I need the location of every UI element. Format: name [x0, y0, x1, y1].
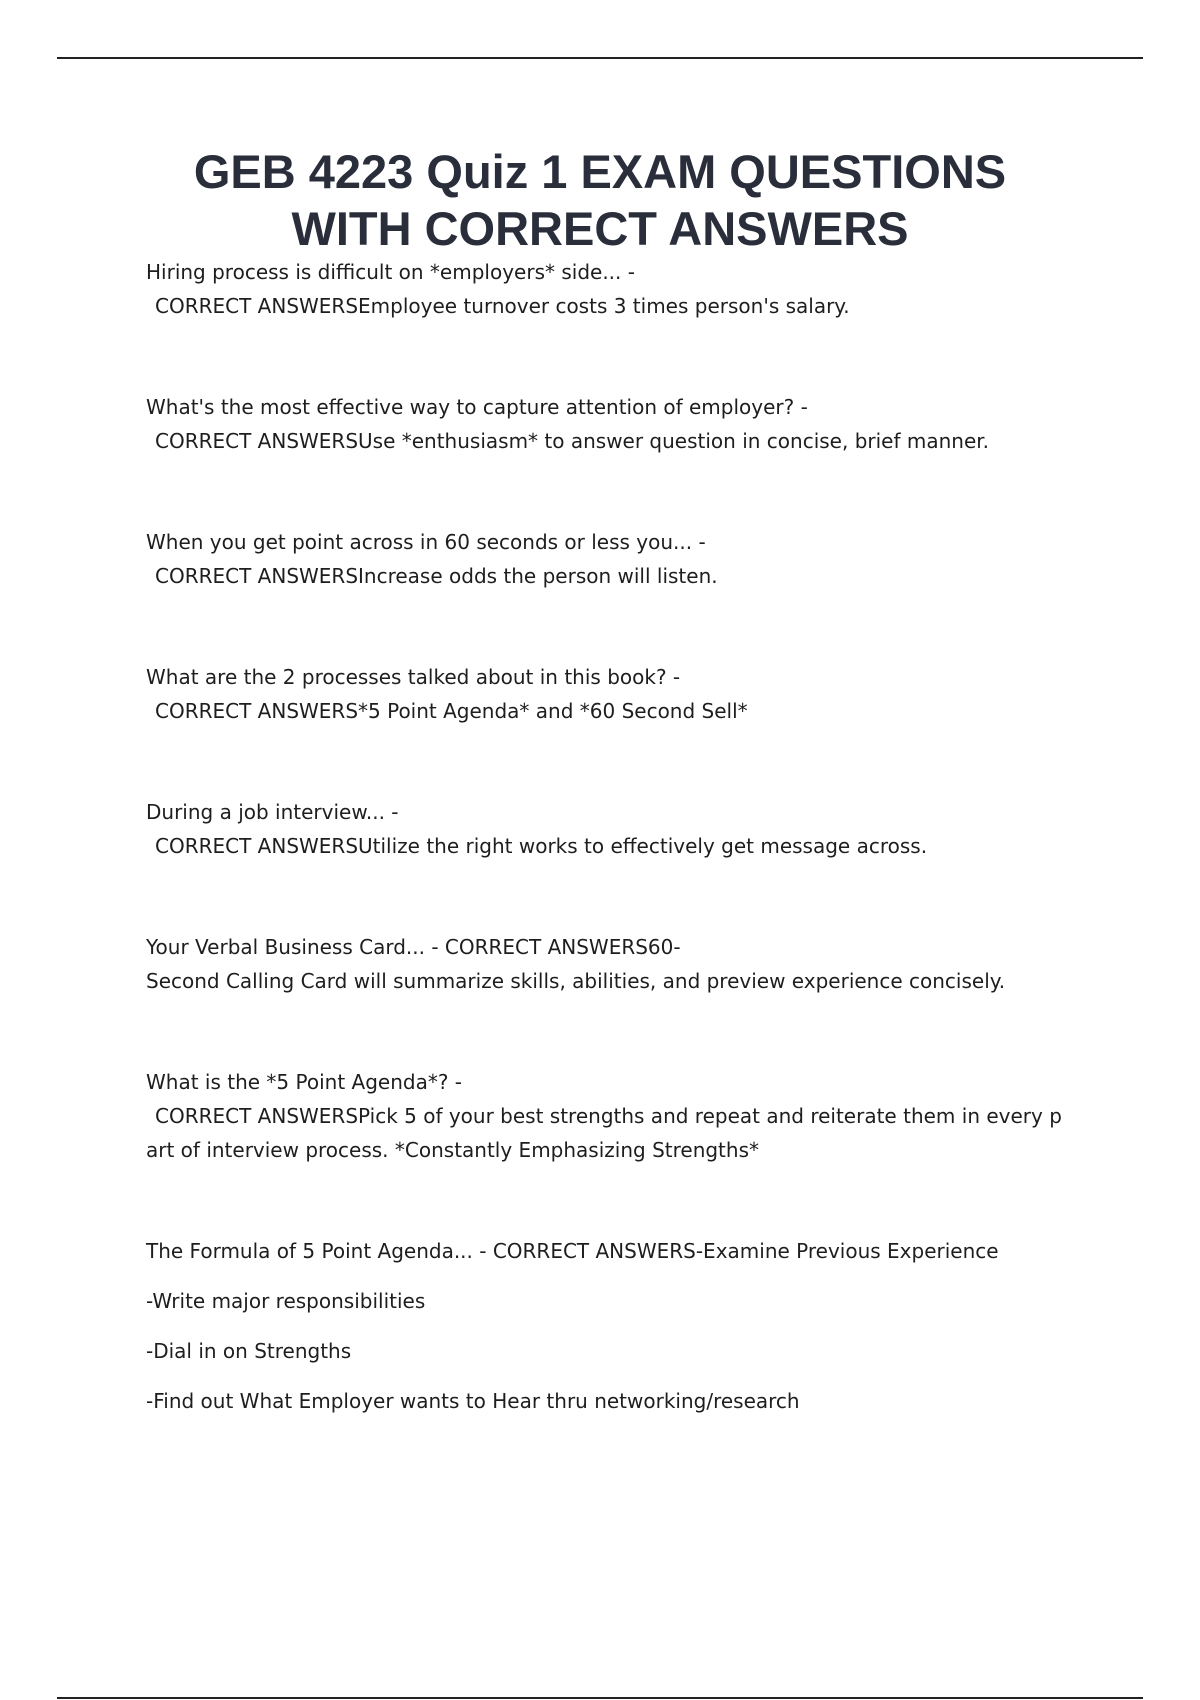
qa-item — [146, 660, 1086, 728]
title-line-2: WITH CORRECT ANSWERS — [291, 202, 909, 255]
answer-text: CORRECT ANSWERS*5 Point Agenda* and *60 Second Sell* — [155, 699, 748, 723]
list-item: -Dial in on Strengths — [146, 1339, 352, 1363]
question-text: During a job interview... - — [146, 800, 399, 824]
document-title — [0, 143, 1200, 257]
question-text: When you get point across in 60 seconds or less you... - — [146, 530, 706, 554]
question-text: Hiring process is difficult on *employers* side... - — [146, 260, 635, 284]
bottom-rule — [57, 1697, 1143, 1699]
answer-text-line-2: art of interview process. *Constantly Emphasizing Strengths* — [146, 1138, 759, 1162]
answer-text: Second Calling Card will summarize skills, abilities, and preview experience concisely. — [146, 969, 1006, 993]
answer-text: CORRECT ANSWERSUtilize the right works to effectively get message across. — [155, 834, 928, 858]
qa-item — [146, 930, 1086, 998]
answer-text: CORRECT ANSWERSIncrease odds the person will listen. — [155, 564, 718, 588]
qa-item — [146, 795, 1086, 863]
question-text: Your Verbal Business Card... - CORRECT ANSWERS60- — [146, 935, 681, 959]
qa-item — [146, 390, 1086, 458]
list-item: -Find out What Employer wants to Hear thru networking/research — [146, 1389, 800, 1413]
qa-item — [146, 1234, 1086, 1418]
qa-item — [146, 255, 1086, 323]
qa-item — [146, 1065, 1086, 1167]
question-text: What are the 2 processes talked about in this book? - — [146, 665, 681, 689]
qa-item — [146, 525, 1086, 593]
question-text: What's the most effective way to capture attention of employer? - — [146, 395, 808, 419]
list-item: -Write major responsibilities — [146, 1289, 426, 1313]
answer-text-line-1: CORRECT ANSWERSPick 5 of your best strengths and repeat and reiterate them in every p — [155, 1104, 1062, 1128]
document-body — [146, 255, 1086, 1485]
top-rule — [57, 57, 1143, 59]
title-line-1: GEB 4223 Quiz 1 EXAM QUESTIONS — [193, 145, 1007, 198]
question-text: What is the *5 Point Agenda*? - — [146, 1070, 463, 1094]
answer-text: CORRECT ANSWERSEmployee turnover costs 3 times person's salary. — [155, 294, 850, 318]
question-text: The Formula of 5 Point Agenda... - CORRECT ANSWERS-Examine Previous Experience — [146, 1239, 999, 1263]
answer-text: CORRECT ANSWERSUse *enthusiasm* to answer question in concise, brief manner. — [155, 429, 990, 453]
